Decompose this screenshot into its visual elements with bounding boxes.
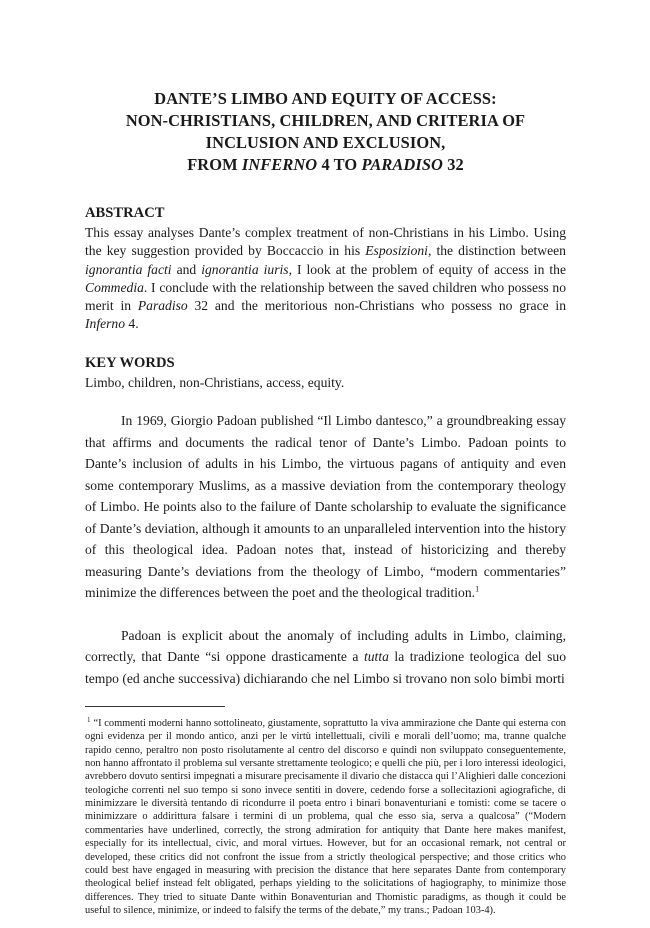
title-line-4-mid: 4 TO xyxy=(317,155,362,174)
abstract-text-part: . I conclude with the relationship between the saved children who possess no merit in xyxy=(85,279,566,314)
keywords-section xyxy=(85,354,566,392)
footnote-text: “I commenti moderni hanno sottolineato, giustamente, soprattutto la viva ammirazione che Dante qui esterna con ogni evidenza per il mondo antico, anzi per le virtù intellettuali, civili e morali dell’uomo; ma, tranne qualche rapido cenno, peraltro non posto risolutamente al centro del discorso e quindi non sviluppato conseguentemente, non hanno affrontato il problema sul versante strettamente teologico; e quelli che più, per i loro interessi ideologici, avrebbero dovuto sentirsi impegnati a misurare precisamente il divario che distacca qui l’Alighieri dalle concezioni teologiche correnti nel suo tempo si sono invece sentiti in dovere, cedendo forse a sollecitazioni agiografiche, di minimizzare le diversità tentando di ricondurre il poeta entro i binari bonaventuriani e tomisti: come se tacere o minimizzare o addirittura falsare i termini di un problema, qual che esso sia, serva a qualcosa” (“Modern commentaries have underlined, correctly, the strong admiration for antiquity that Dante here makes manifest, especially for its intellectual, civic, and moral virtues. However, but for an occasional remark, not central or developed, these critics did not confront the issue from a strictly theological perspective; and those critics who could best have engaged in measuring with precision the distance that here separates Dante from contemporary theological belief instead felt obligated, perhaps yielding to the solicitations of hagiography, to minimize those differences. They tried to situate Dante within Bonaventurian and Thomistic paradigms, as though it could be useful to silence, minimize, or indeed to falsify the terms of the debate,” my trans.; Padoan 103-4). xyxy=(85,718,566,916)
keywords-heading: KEY WORDS xyxy=(85,354,175,371)
footnote-section xyxy=(85,717,566,917)
footnote-divider xyxy=(85,706,225,707)
title-line-4-pre: FROM xyxy=(187,155,242,174)
title-paradiso: PARADISO xyxy=(361,155,443,174)
body-paragraph-2 xyxy=(85,625,566,690)
abstract-text-part: 4. xyxy=(125,316,139,332)
article-title xyxy=(85,88,566,176)
footnote-1 xyxy=(85,717,566,917)
abstract-section xyxy=(85,204,566,334)
abstract-italic: Commedia xyxy=(85,279,144,295)
paragraph-text: la tradizione teologica del suo tempo (ed anche successiva) dichiarando che nel Limbo si trovano non solo bimbi morti xyxy=(85,649,566,686)
paragraph-italic: tutta xyxy=(363,649,389,665)
title-line-3: INCLUSION AND EXCLUSION, xyxy=(205,133,446,152)
paragraph-text: In 1969, Giorgio Padoan published “Il Limbo dantesco,” a groundbreaking essay that affirms and documents the radical tenor of Dante’s Limbo. Padoan points to Dante’s inclusion of adults in his Limbo, the virtuous pagans of antiquity and even some contemporary Muslims, as a massive deviation from the contemporary theology of Limbo. He points also to the failure of Dante scholarship to evaluate the significance of Dante’s deviation, although it amounts to an unparalleled intervention into the history of this theological idea. Padoan notes that, instead of historicizing and thereby measuring Dante’s deviations from the theology of Limbo, “modern commentaries” minimize the differences between the poet and the theological tradition. xyxy=(85,413,566,601)
abstract-italic: ignorantia iuris xyxy=(201,261,289,277)
abstract-italic: Esposizioni xyxy=(365,243,428,259)
abstract-heading: ABSTRACT xyxy=(85,205,165,221)
paragraph-text: Padoan is explicit about the anomaly of including adults in Limbo, claiming, correctly, that Dante “si oppone drasticamente a xyxy=(85,627,566,665)
abstract-text-part: , the distinction between xyxy=(427,243,566,259)
abstract-italic: ignorantia facti xyxy=(85,261,172,277)
abstract-italic: Inferno xyxy=(85,316,126,332)
title-line-4-post: 32 xyxy=(443,155,464,174)
abstract-text-part: This essay analyses Dante’s complex treatment of non-Christians in his Limbo. Using the key suggestion provided by Boccaccio in his xyxy=(85,225,566,259)
footnote-reference[interactable]: 1 xyxy=(475,584,480,594)
title-inferno: INFERNO xyxy=(241,155,318,174)
keywords-text: Limbo, children, non-Christians, access, equity. xyxy=(85,374,345,390)
abstract-italic: Paradiso xyxy=(137,298,188,314)
abstract-text-part: , I look at the problem of equity of access in the xyxy=(288,261,566,277)
footnote-mark: 1 xyxy=(87,715,91,724)
title-line-4 xyxy=(85,154,566,176)
body-paragraph-1 xyxy=(85,410,566,604)
body-text xyxy=(85,410,566,689)
title-line-2: NON-CHRISTIANS, CHILDREN, AND CRITERIA OF xyxy=(125,111,526,130)
abstract-text-part: 32 and the meritorious non-Christians who possess no grace in xyxy=(187,298,567,314)
abstract-text xyxy=(85,224,566,334)
abstract-text-part: and xyxy=(171,261,202,277)
title-line-1: DANTE’S LIMBO AND EQUITY OF ACCESS: xyxy=(154,89,497,108)
